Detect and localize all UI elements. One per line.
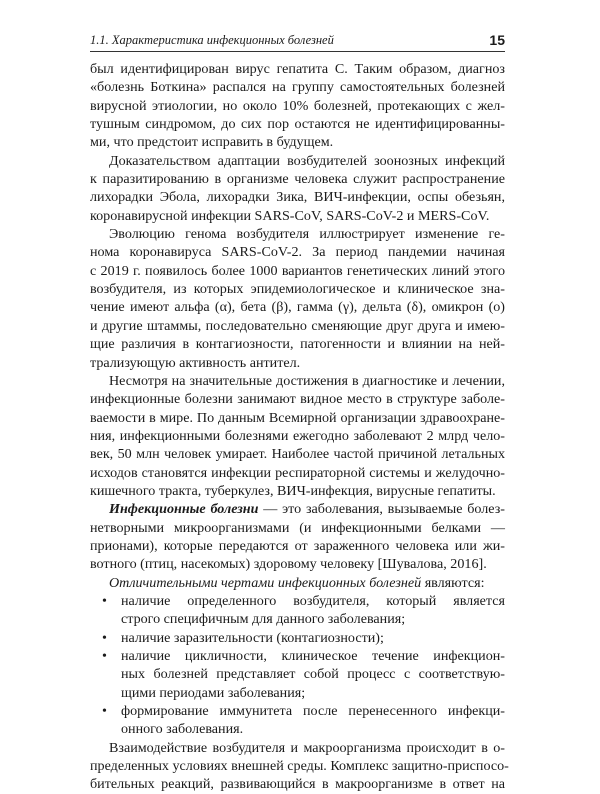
text-line: [90, 574, 505, 592]
text-line: щими периодами заболевания;: [121, 684, 306, 701]
definition-start: — это заболевания, вызываемые болез-: [258, 501, 505, 518]
header-rule: [90, 51, 505, 52]
text-line: бительных реакций, развивающийся в макроорганизме в ответ на: [90, 776, 505, 793]
page-number: 15: [489, 32, 505, 48]
text-line: [90, 647, 505, 665]
list-item-text: формирование иммунитета после перенесенного инфекци-: [121, 703, 505, 720]
list-item: [90, 629, 505, 647]
bullet-icon: •: [102, 648, 107, 664]
bullet-icon: •: [102, 703, 107, 720]
text-line: онного заболевания.: [121, 721, 244, 738]
text-line: ных болезней представляет собой процесс с соответствую-: [121, 666, 505, 683]
feature-list: [90, 592, 505, 739]
text-line: нетворными микроорганизмами (и инфекционными белками —: [90, 519, 505, 536]
text-line: исходов становятся инфекции респираторной системы и желудочно-: [90, 464, 505, 481]
text-line: щие различия в контагиозности, патогенности и влиянии на ней-: [90, 336, 505, 353]
italic-lead: Отличительными чертами инфекционных болезней: [109, 574, 422, 591]
lead-tail: являются:: [421, 574, 485, 591]
bullet-icon: •: [102, 592, 107, 609]
paragraph-7: [90, 739, 509, 794]
text-line: был идентифицирован вирус гепатита С. Таким образом, диагноз: [90, 61, 505, 77]
text-line: вирусной этиологии, но около 10% болезней, протекающих с жел-: [90, 97, 505, 114]
text-line: инфекционные болезни занимают видное место в структуре заболе-: [90, 391, 505, 408]
text-line: Эволюцию генома возбудителя иллюстрирует изменение ге-: [109, 226, 505, 243]
list-item: [90, 647, 505, 702]
paragraph-1: [90, 60, 505, 152]
list-item-text: наличие цикличности, клиническое течение инфекцион-: [121, 648, 505, 664]
list-item: [90, 592, 505, 629]
text-line: коронавирусной инфекции SARS-CoV, SARS-CoV-2 и MERS-CoV.: [90, 207, 490, 224]
paragraph-definition: [90, 500, 505, 573]
text-line: Несмотря на значительные достижения в диагностике и лечении,: [109, 372, 505, 389]
text-line: трализующую активность антител.: [90, 354, 301, 371]
text-line: прионами), которые передаются от зараженного человека или жи-: [90, 537, 505, 554]
text-line: [90, 702, 505, 720]
text-line: [90, 592, 505, 610]
text-line: строго специфичным для данного заболевания;: [121, 611, 406, 628]
running-header: [90, 30, 505, 48]
text-line: «болезнь Боткина» распался на группу самостоятельных болезней: [90, 79, 505, 96]
running-title: 1.1. Характеристика инфекционных болезней: [90, 33, 334, 47]
paragraph-features-lead: [90, 574, 505, 592]
text-line: пределенных условиях внешней среды. Комплекс защитно-приспосо-: [90, 758, 509, 775]
defined-term: Инфекционные болезни: [109, 501, 259, 518]
text-line: тушным синдромом, до сих пор остаются не идентифицированны-: [90, 116, 505, 133]
body-text: [90, 60, 509, 794]
text-line: кишечного тракта, туберкулез, ВИЧ-инфекция, вирусные гепатиты.: [90, 482, 496, 499]
text-line: ми, что предстоит исправить в будущем.: [90, 134, 334, 151]
paragraph-3: [90, 225, 505, 372]
list-item-text: наличие определенного возбудителя, который является: [121, 592, 505, 609]
text-line: с 2019 г. появилось более 1000 вариантов генетических линий этого: [90, 262, 505, 279]
text-line: Доказательством адаптации возбудителей зоонозных инфекций: [109, 152, 505, 169]
bullet-icon: •: [102, 629, 107, 646]
text-line: и другие штаммы, последовательно сменяющие друг друга и имею-: [90, 317, 505, 334]
text-line: ваемости в мире. По данным Всемирной организации здравоохране-: [90, 409, 505, 426]
paragraph-2: [90, 152, 505, 225]
text-line: Взаимодействие возбудителя и макроорганизма происходит в о-: [109, 739, 505, 756]
text-line: лихорадки Эбола, лихорадки Зика, ВИЧ-инфекции, оспы обезьян,: [90, 189, 505, 206]
text-line: век, 50 млн человек умирает. Наиболее частой причиной летальных: [90, 446, 505, 463]
text-line: [90, 500, 505, 518]
text-line: возбудителя, из которых эпидемиологическое и клиническое зна-: [90, 281, 505, 298]
list-item-text: наличие заразительности (контагиозности);: [121, 629, 384, 646]
text-line: чение имеют альфа (α), бета (β), гамма (γ), дельта (δ), омикрон (ο): [90, 299, 505, 316]
text-line: [90, 629, 505, 647]
text-line: ния, инфекционными болезнями ежегодно заболевают 2 млрд чело-: [90, 427, 505, 444]
list-item: [90, 702, 505, 739]
text-line: к паразитированию в организме человека служит распространение: [90, 171, 505, 188]
text-line: нома коронавируса SARS-CoV-2. За период пандемии начиная: [90, 244, 505, 261]
text-line: вотного (птиц, насекомых) здоровому человеку [Шувалова, 2016].: [90, 556, 487, 573]
paragraph-4: [90, 372, 505, 500]
